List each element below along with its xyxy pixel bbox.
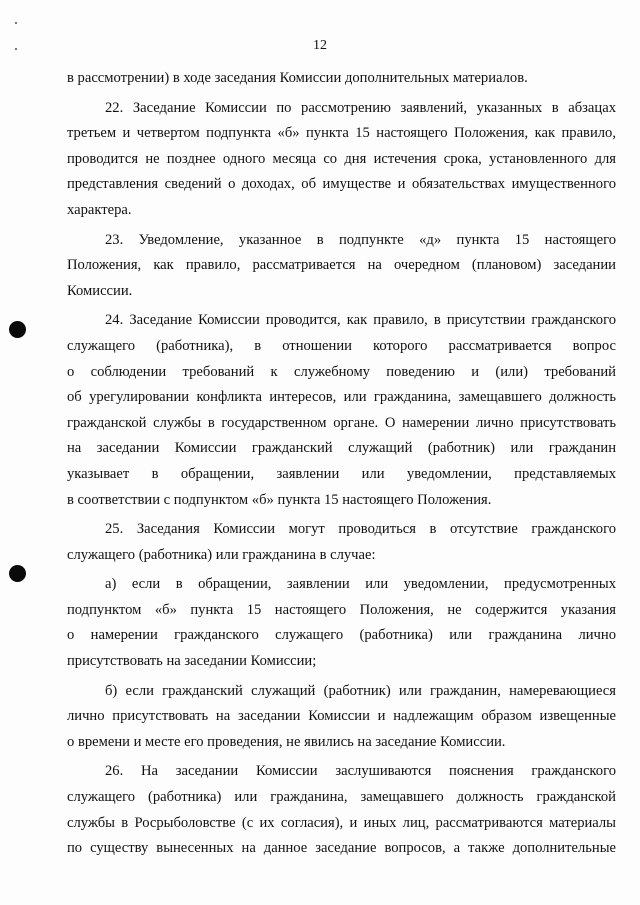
text-line: службы в Росрыболовстве (с их согласия), и иных лиц, рассматриваются материалы bbox=[67, 814, 616, 831]
text-line: характера. bbox=[67, 201, 132, 218]
text-line: 23. Уведомление, указанное в подпункте «д» пункта 15 настоящего bbox=[105, 231, 616, 248]
text-line: указывает в обращении, заявлении или уведомлении, представляемых bbox=[67, 465, 616, 482]
page-number: 12 bbox=[313, 38, 327, 53]
text-line: о соблюдении требований к служебному поведению и (или) требований bbox=[67, 363, 616, 380]
text-line: по существу вынесенных на данное заседание вопросов, а также дополнительные bbox=[67, 840, 616, 857]
text-line: Положения, как правило, рассматривается на очередном (плановом) заседании bbox=[67, 257, 616, 274]
text-line: 25. Заседания Комиссии могут проводиться в отсутствие гражданского bbox=[105, 521, 616, 538]
punch-hole-mark bbox=[9, 321, 26, 338]
punch-hole-mark bbox=[9, 565, 26, 582]
text-line: 24. Заседание Комиссии проводится, как правило, в присутствии гражданского bbox=[105, 312, 616, 329]
text-line: служащего (работника) или гражданина, замещавшего должность гражданской bbox=[67, 789, 616, 806]
paragraph-22 bbox=[67, 96, 616, 224]
text-line: гражданской службы в государственном органе. О намерении лично присутствовать bbox=[67, 414, 616, 431]
paragraph-26 bbox=[67, 759, 616, 861]
text-line: о времени и месте его проведения, не явились на заседание Комиссии. bbox=[67, 733, 506, 750]
text-line: проводится не позднее одного месяца со дня истечения срока, установленного для bbox=[67, 150, 616, 167]
text-line: в рассмотрении) в ходе заседания Комиссии дополнительных материалов. bbox=[67, 70, 528, 86]
text-line: Комиссии. bbox=[67, 282, 133, 299]
text-line: 26. На заседании Комиссии заслушиваются пояснения гражданского bbox=[105, 763, 616, 780]
paragraph-25-a bbox=[67, 572, 616, 674]
text-line: 22. Заседание Комиссии по рассмотрению заявлений, указанных в абзацах bbox=[105, 99, 616, 116]
text-line: об урегулировании конфликта интересов, или гражданина, замещавшего должность bbox=[67, 389, 616, 406]
text-line: б) если гражданский служащий (работник) или гражданин, намеревающиеся bbox=[105, 682, 616, 699]
document-body bbox=[67, 66, 616, 862]
text-line: подпунктом «б» пункта 15 настоящего Положения, не содержится указания bbox=[67, 601, 616, 618]
text-line: третьем и четвертом подпункта «б» пункта 15 настоящего Положения, как правило, bbox=[67, 125, 616, 142]
paragraph-24 bbox=[67, 308, 616, 513]
text-line: представления сведений о доходах, об имуществе и обязательствах имущественного bbox=[67, 176, 616, 193]
text-line: а) если в обращении, заявлении или уведомлении, предусмотренных bbox=[105, 576, 616, 593]
paragraph-25 bbox=[67, 517, 616, 568]
paragraph-25-b bbox=[67, 679, 616, 756]
text-line: о намерении гражданского служащего (работника) или гражданина лично bbox=[67, 627, 616, 644]
paragraph-23 bbox=[67, 228, 616, 305]
text-line: служащего (работника), в отношении которого рассматривается вопрос bbox=[67, 337, 616, 354]
text-line: в соответствии с подпунктом «б» пункта 15 настоящего Положения. bbox=[67, 491, 492, 508]
text-line: на заседании Комиссии гражданский служащий (работник) или гражданин bbox=[67, 440, 616, 457]
text-line: присутствовать на заседании Комиссии; bbox=[67, 653, 317, 670]
text-line: служащего (работника) или гражданина в случае: bbox=[67, 546, 376, 563]
paragraph-21-continuation bbox=[67, 66, 616, 92]
text-line: лично присутствовать на заседании Комиссии и надлежащим образом извещенные bbox=[67, 708, 616, 725]
scan-speck bbox=[15, 22, 17, 24]
